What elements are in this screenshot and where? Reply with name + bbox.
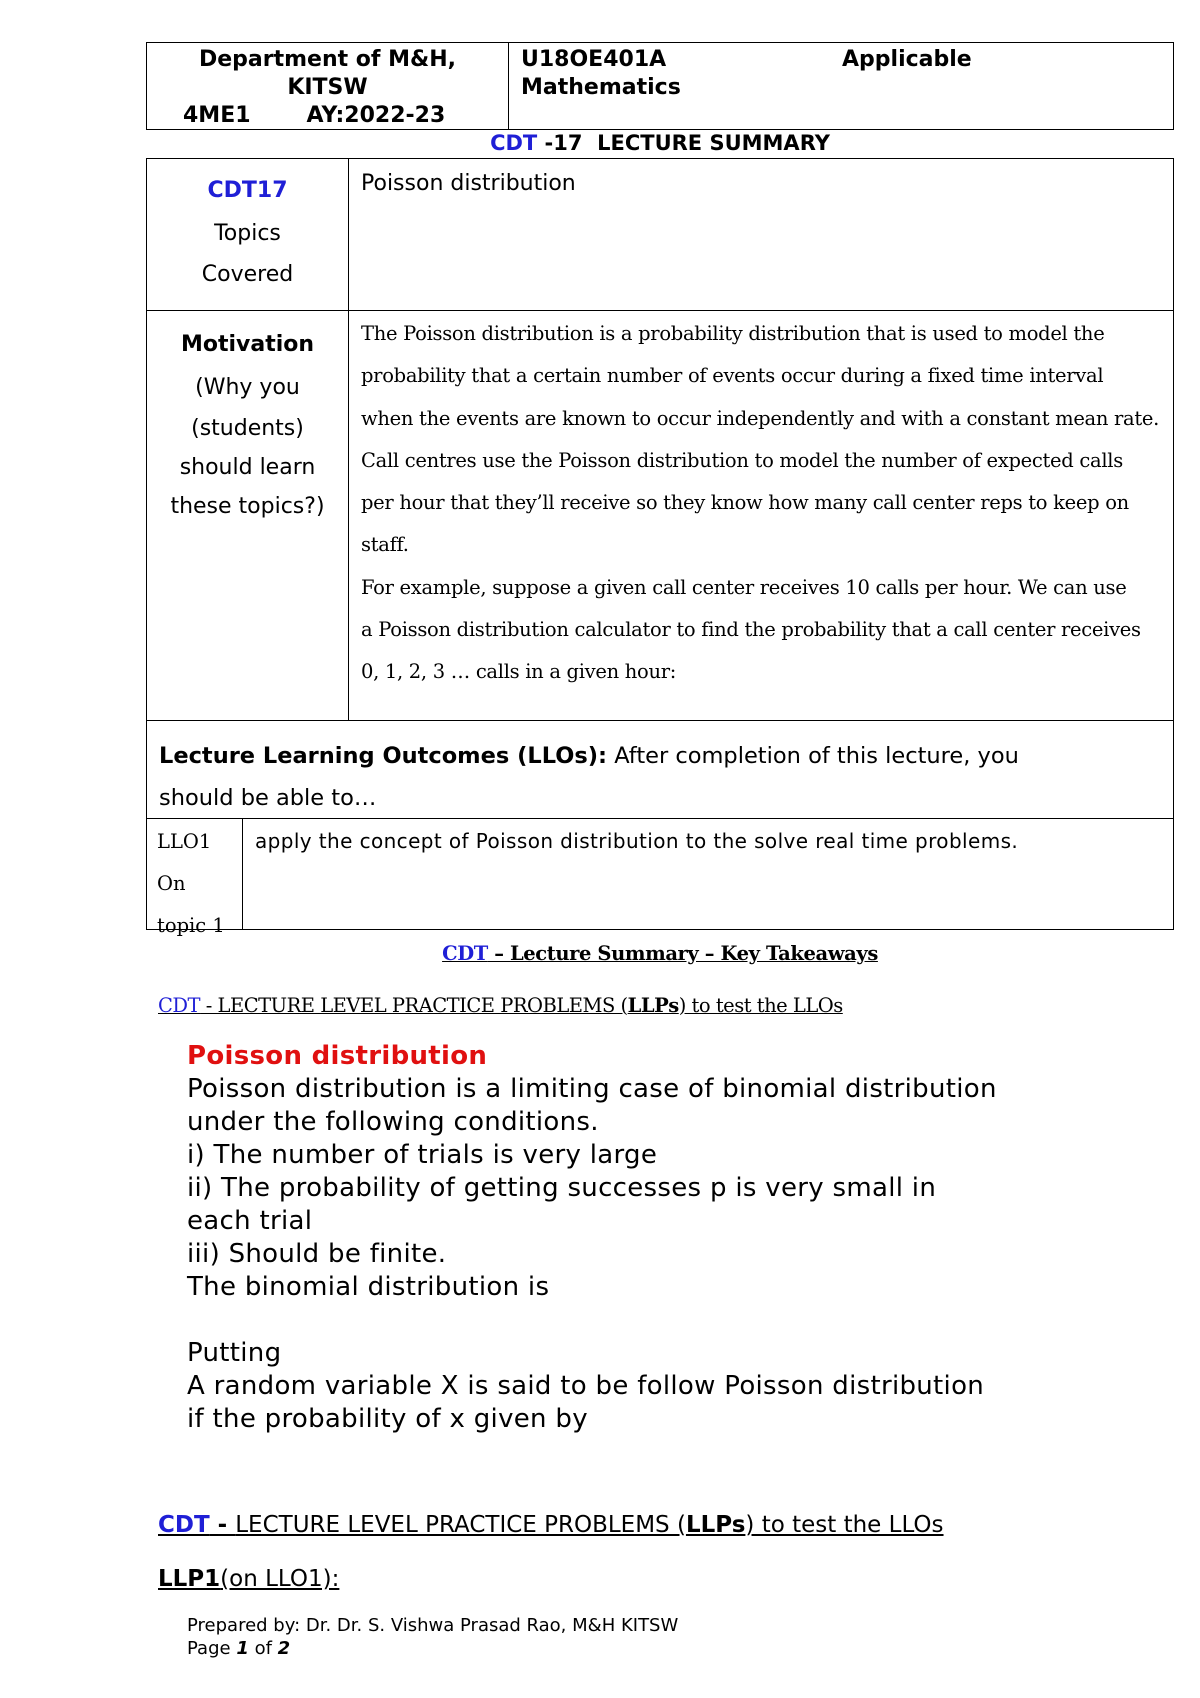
page-total: 2 (277, 1638, 291, 1659)
header-department-cell (147, 43, 509, 129)
motivation-line: For example, suppose a given call center receives 10 calls per hour. We can use (361, 575, 1127, 599)
llo1-text: apply the concept of Poisson distribution to the solve real time problems. (255, 829, 1019, 853)
llo-header-row (147, 721, 1173, 819)
takeaways-text: – Lecture Summary – Key Takeaways (487, 942, 878, 965)
class-and-year (147, 102, 508, 130)
motivation-label-cell (147, 311, 349, 720)
llp-heading-mid: LECTURE LEVEL PRACTICE PROBLEMS ( (235, 1512, 686, 1538)
poisson-line: Poisson distribution is a limiting case of binomial distribution (187, 1074, 997, 1104)
motivation-line: staff. (361, 533, 409, 557)
llo1-on: On (157, 872, 186, 895)
motivation-line: when the events are known to occur independently and with a constant mean rate. (361, 406, 1160, 430)
lecture-summary-text: -17 LECTURE SUMMARY (537, 131, 830, 155)
key-takeaways-heading[interactable] (146, 942, 1174, 965)
lecture-summary-table (146, 158, 1174, 937)
cdt-code: CDT17 (207, 178, 288, 203)
llp-heading-mid: - LECTURE LEVEL PRACTICE PROBLEMS ( (200, 994, 628, 1017)
page-current: 1 (236, 1638, 249, 1659)
department-name: Department of M&H, (198, 47, 457, 72)
llp-heading-bold: LLPs (627, 994, 679, 1017)
course-name-word2: Mathematics (521, 75, 681, 100)
llp-heading-cdt: CDT (158, 994, 201, 1017)
llp1-bold: LLP1 (158, 1566, 221, 1592)
lecture-summary-title (146, 131, 1174, 155)
poisson-line: Putting (187, 1338, 282, 1368)
topics-row (147, 159, 1173, 311)
of-word: of (248, 1638, 278, 1659)
poisson-title: Poisson distribution (187, 1041, 488, 1071)
header-table (146, 42, 1174, 130)
page-number (187, 1637, 678, 1660)
llo1-row (147, 819, 1173, 937)
poisson-line: i) The number of trials is very large (187, 1140, 658, 1170)
motivation-line: a Poisson distribution calculator to find the probability that a call center receives (361, 618, 1141, 642)
poisson-line: The binomial distribution is (187, 1272, 550, 1302)
motivation-line: The Poisson distribution is a probability distribution that is used to model the (361, 322, 1105, 345)
topics-content: Poisson distribution (361, 171, 576, 196)
page-footer (187, 1614, 678, 1660)
llo1-label-cell (147, 819, 243, 937)
poisson-line: if the probability of x given by (187, 1404, 588, 1434)
llp1-rest: (on LLO1): (220, 1566, 340, 1592)
motivation-line: probability that a certain number of events occur during a fixed time interval (361, 364, 1104, 388)
poisson-line: ii) The probability of getting successes p is very small in (187, 1173, 937, 1203)
course-name-word1: Applicable (842, 47, 972, 72)
poisson-distribution-section (187, 1040, 997, 1436)
poisson-line: each trial (187, 1206, 313, 1236)
motivation-line: 0, 1, 2, 3 … calls in a given hour: (361, 660, 677, 684)
motivation-line: per hour that they’ll receive so they know how many call center reps to keep on (361, 491, 1129, 515)
motivation-line: Call centres use the Poisson distribution to model the number of expected calls (361, 448, 1123, 472)
llo-header-rest: After completion of this lecture, you (607, 743, 1019, 769)
cdt-prefix: CDT (490, 131, 538, 155)
course-code: U18OE401A (521, 47, 667, 72)
llp1-heading (158, 1566, 339, 1592)
formula-gap (187, 1304, 997, 1337)
topics-label-line2: Covered (201, 262, 294, 287)
page-word: Page (187, 1638, 237, 1659)
llp-heading-cdt: CDT (158, 1512, 210, 1538)
llp-heading-serif[interactable] (158, 994, 843, 1017)
llo-header-line1 (159, 735, 1173, 777)
academic-year: AY:2022-23 (306, 103, 446, 128)
llo-header-bold: Lecture Learning Outcomes (LLOs): (159, 743, 608, 769)
motivation-question-line: (Why you (195, 375, 300, 400)
topics-label-cell (147, 159, 349, 310)
llp-heading-sans[interactable] (158, 1512, 944, 1538)
topics-label-line1: Topics (214, 221, 281, 246)
motivation-question-line: should learn (179, 455, 316, 480)
header-course-cell (509, 43, 1173, 129)
llp-heading-bold: LLPs (685, 1512, 746, 1538)
llo1-label: LLO1 (157, 830, 212, 853)
llo1-topic: topic 1 (157, 914, 225, 937)
class-code: 4ME1 (183, 103, 251, 128)
llo-header-line2: should be able to… (159, 785, 377, 811)
motivation-label: Motivation (180, 332, 315, 357)
takeaways-cdt: CDT (442, 942, 488, 965)
motivation-question-line: (students) (191, 416, 304, 441)
motivation-text (349, 311, 1173, 720)
poisson-line: A random variable X is said to be follow Poisson distribution (187, 1371, 985, 1401)
prepared-by: Prepared by: Dr. Dr. S. Vishwa Prasad Rao, M&H KITSW (187, 1615, 679, 1636)
motivation-row (147, 311, 1173, 721)
llp-heading-end: ) to test the LLOs (678, 994, 843, 1017)
institute-name: KITSW (287, 75, 368, 100)
poisson-line: under the following conditions. (187, 1107, 599, 1137)
poisson-line: iii) Should be finite. (187, 1239, 447, 1269)
motivation-question-line: these topics?) (170, 494, 325, 519)
llp-heading-dash: - (209, 1512, 236, 1538)
llp-heading-end: ) to test the LLOs (745, 1512, 944, 1538)
